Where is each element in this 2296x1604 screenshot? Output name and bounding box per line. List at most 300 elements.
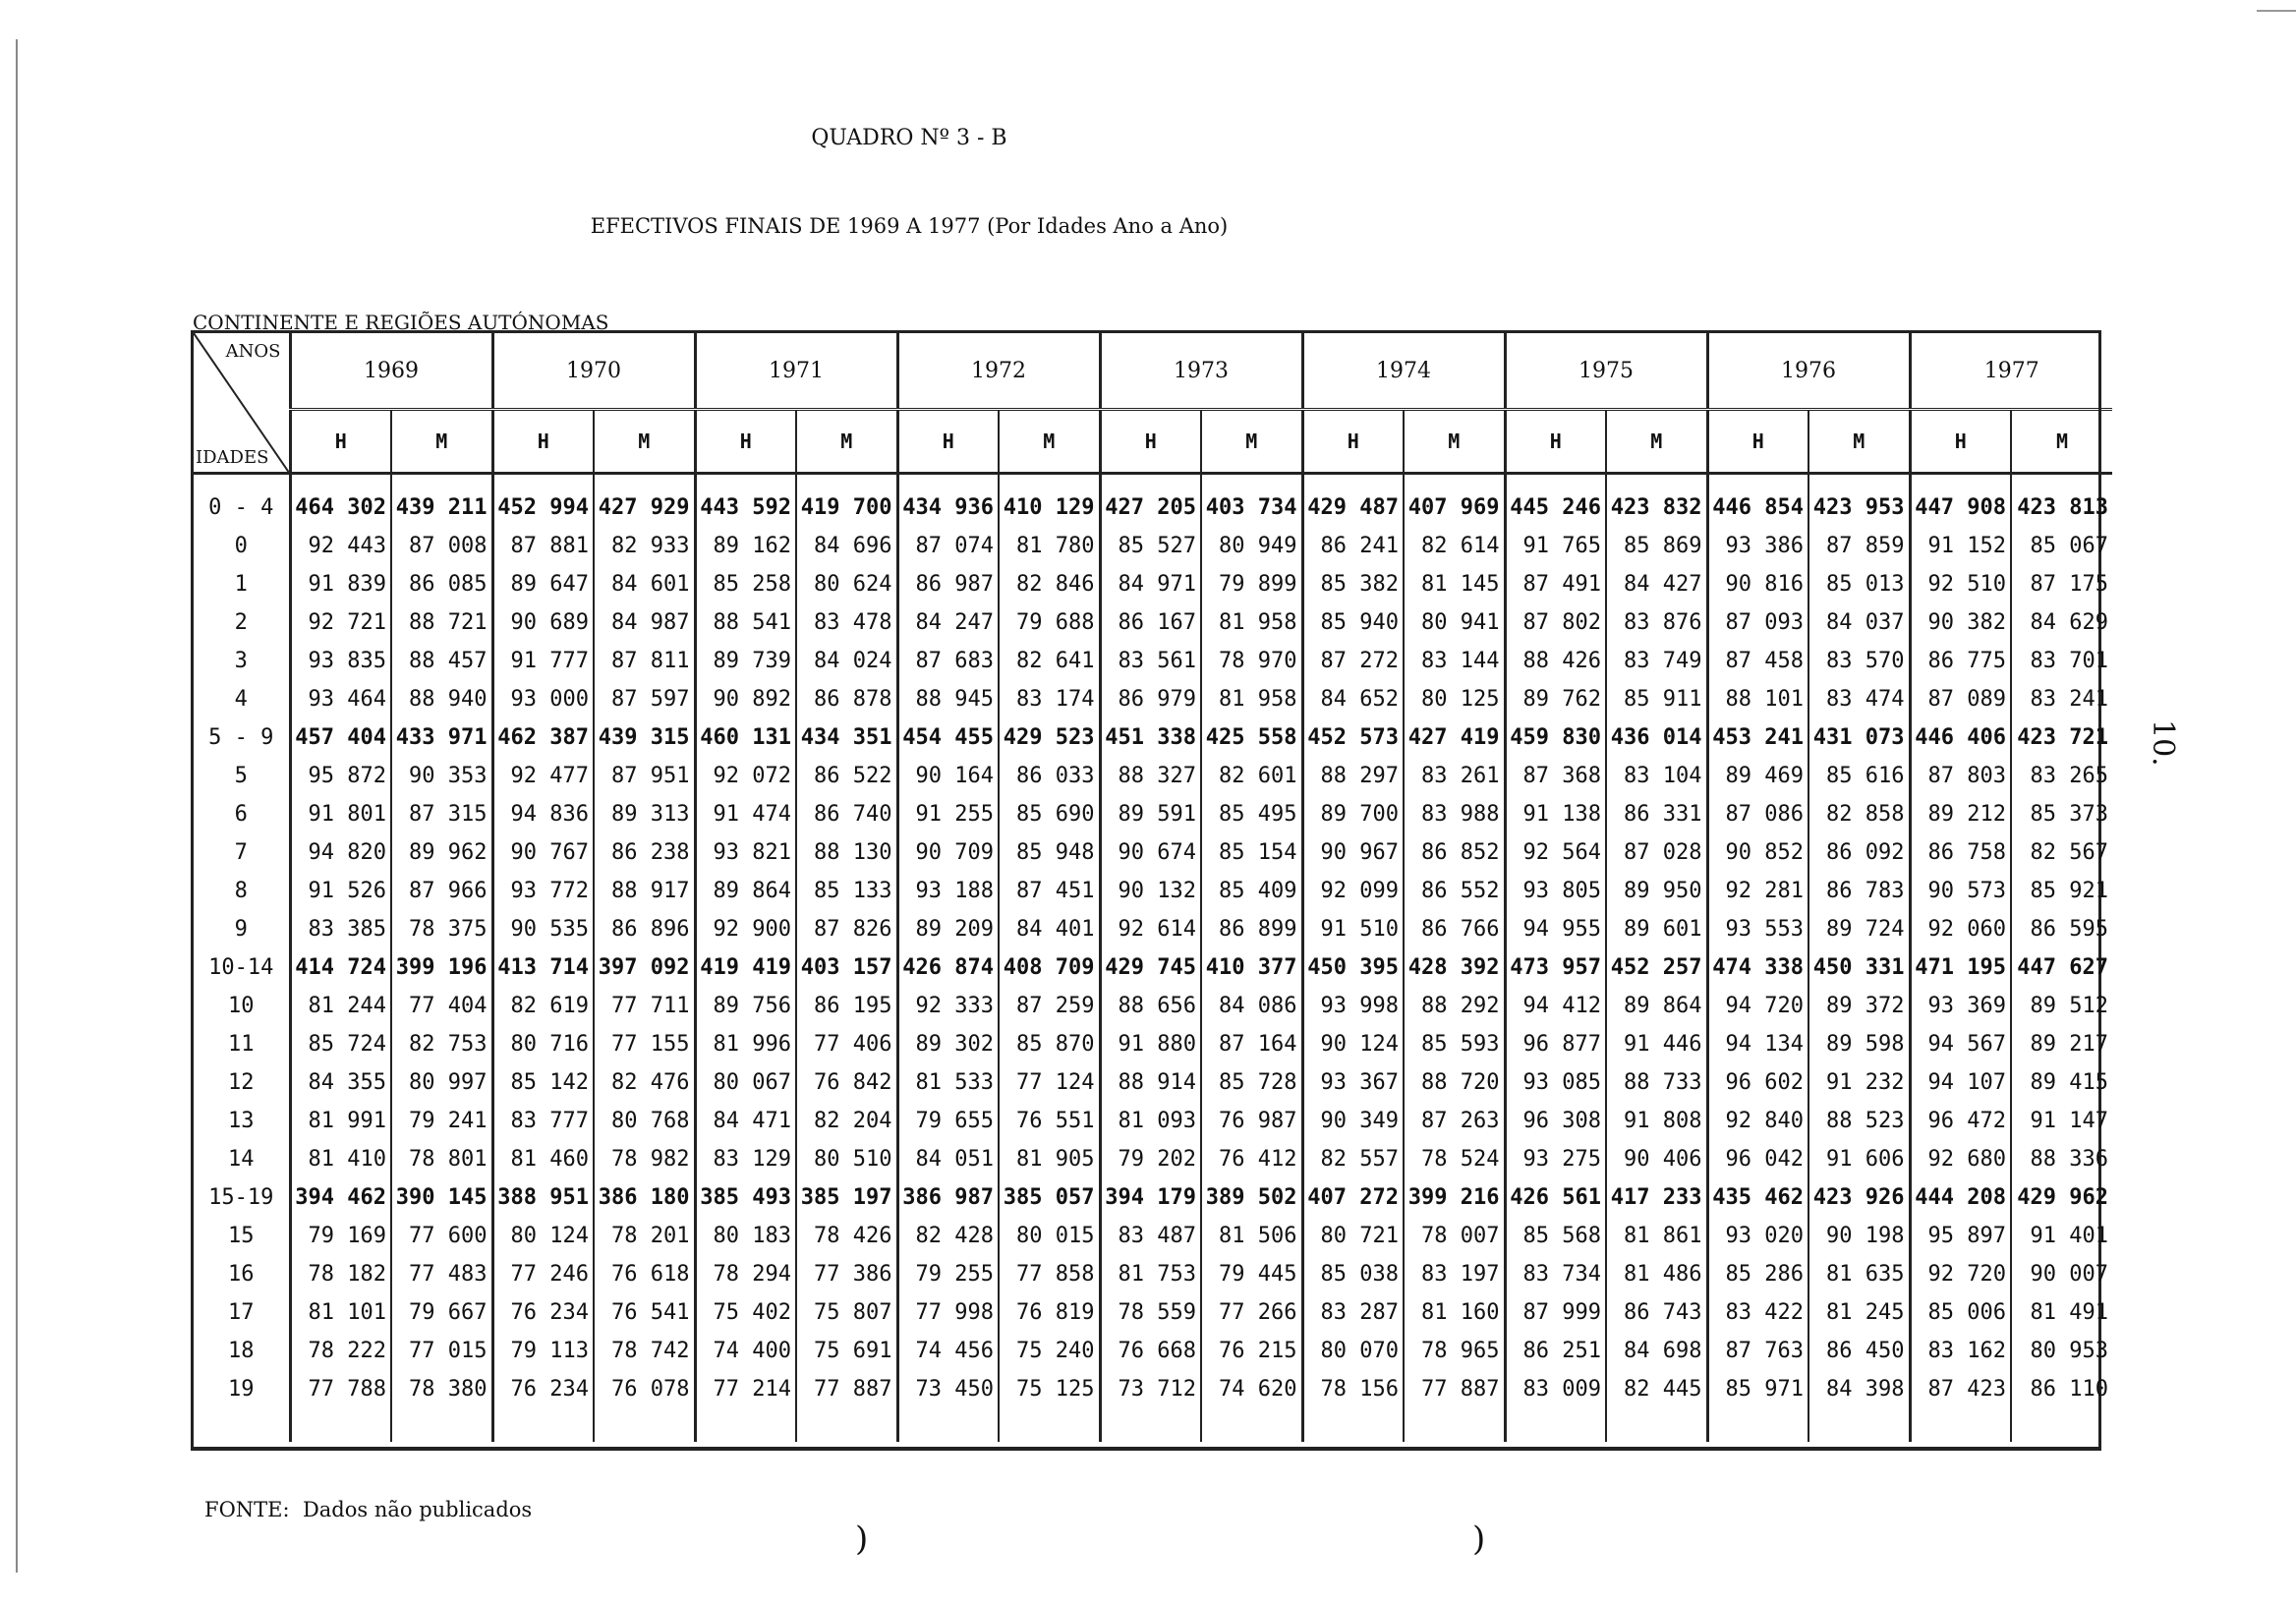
value-cell-m: 85 921 — [2011, 872, 2112, 910]
age-cell: 15 — [228, 1224, 255, 1248]
value-cell-h: 90 816 — [1707, 565, 1808, 603]
value-cell-h: 427 205 — [1100, 474, 1201, 528]
value-cell-m: 85 373 — [2011, 795, 2112, 833]
value-cell-h: 92 477 — [492, 757, 594, 795]
age-row — [194, 910, 2112, 948]
value-cell-m: 84 024 — [796, 642, 897, 680]
age-cell: 11 — [228, 1032, 255, 1057]
data-table — [194, 333, 2112, 1442]
value-cell-m: 407 969 — [1404, 474, 1505, 528]
value-cell-m: 82 846 — [999, 565, 1100, 603]
source-note — [204, 1498, 532, 1521]
value-cell-m: 76 412 — [1201, 1140, 1302, 1178]
sex-header-m: M — [1404, 410, 1505, 474]
sex-header-m: M — [999, 410, 1100, 474]
value-cell-h: 471 195 — [1910, 948, 2011, 987]
value-cell-h: 91 255 — [897, 795, 999, 833]
value-cell-h: 96 877 — [1505, 1025, 1606, 1063]
value-cell-h: 87 272 — [1302, 642, 1404, 680]
year-header: 1969 — [290, 333, 492, 410]
value-cell-h: 96 042 — [1707, 1140, 1808, 1178]
value-cell-h: 93 275 — [1505, 1140, 1606, 1178]
value-cell-h: 81 753 — [1100, 1255, 1201, 1293]
value-cell-m: 81 506 — [1201, 1217, 1302, 1255]
value-cell-h: 76 668 — [1100, 1332, 1201, 1370]
value-cell-h: 85 527 — [1100, 527, 1201, 565]
value-cell-m: 423 813 — [2011, 474, 2112, 528]
value-cell-h: 74 456 — [897, 1332, 999, 1370]
value-cell-m: 428 392 — [1404, 948, 1505, 987]
value-cell-m: 83 104 — [1606, 757, 1707, 795]
value-cell-m: 78 524 — [1404, 1140, 1505, 1178]
value-cell-m: 399 196 — [391, 948, 492, 987]
value-cell-m: 85 870 — [999, 1025, 1100, 1063]
value-cell-m: 83 241 — [2011, 680, 2112, 718]
sex-header-m: M — [2011, 410, 2112, 474]
value-cell-h: 80 070 — [1302, 1332, 1404, 1370]
value-cell-m: 87 028 — [1606, 833, 1707, 872]
value-cell-m: 80 997 — [391, 1063, 492, 1102]
value-cell-m: 82 858 — [1808, 795, 1910, 833]
value-cell-h: 85 940 — [1302, 603, 1404, 642]
value-cell-m: 89 864 — [1606, 987, 1707, 1025]
value-cell-h: 83 162 — [1910, 1332, 2011, 1370]
sex-header-h: H — [1910, 410, 2011, 474]
value-cell-m: 403 157 — [796, 948, 897, 987]
age-cell: 19 — [228, 1377, 255, 1402]
value-cell-m: 81 145 — [1404, 565, 1505, 603]
value-cell-h: 78 222 — [290, 1332, 391, 1370]
age-group-row — [194, 718, 2112, 757]
value-cell-h: 83 287 — [1302, 1293, 1404, 1332]
age-row — [194, 1293, 2112, 1332]
sex-header-m: M — [594, 410, 695, 474]
value-cell-m: 86 783 — [1808, 872, 1910, 910]
spacer-cell — [1808, 1408, 1910, 1442]
value-cell-h: 80 183 — [695, 1217, 796, 1255]
value-cell-m: 423 926 — [1808, 1178, 1910, 1217]
value-cell-m: 80 510 — [796, 1140, 897, 1178]
value-cell-h: 81 244 — [290, 987, 391, 1025]
value-cell-h: 444 208 — [1910, 1178, 2011, 1217]
value-cell-h: 94 567 — [1910, 1025, 2011, 1063]
age-row — [194, 527, 2112, 565]
value-cell-h: 93 386 — [1707, 527, 1808, 565]
value-cell-m: 91 606 — [1808, 1140, 1910, 1178]
value-cell-m: 78 801 — [391, 1140, 492, 1178]
value-cell-m: 78 965 — [1404, 1332, 1505, 1370]
value-cell-m: 84 696 — [796, 527, 897, 565]
value-cell-m: 429 962 — [2011, 1178, 2112, 1217]
sex-header-m: M — [1201, 410, 1302, 474]
sex-header-h: H — [290, 410, 391, 474]
value-cell-h: 90 349 — [1302, 1102, 1404, 1140]
value-cell-h: 94 820 — [290, 833, 391, 872]
value-cell-h: 92 720 — [1910, 1255, 2011, 1293]
value-cell-h: 454 455 — [897, 718, 999, 757]
value-cell-m: 78 970 — [1201, 642, 1302, 680]
value-cell-h: 90 573 — [1910, 872, 2011, 910]
value-cell-m: 89 415 — [2011, 1063, 2112, 1102]
value-cell-h: 94 412 — [1505, 987, 1606, 1025]
value-cell-m: 81 635 — [1808, 1255, 1910, 1293]
value-cell-m: 90 353 — [391, 757, 492, 795]
value-cell-m: 81 905 — [999, 1140, 1100, 1178]
value-cell-m: 90 406 — [1606, 1140, 1707, 1178]
value-cell-h: 91 138 — [1505, 795, 1606, 833]
age-cell: 16 — [228, 1262, 255, 1287]
age-row — [194, 1332, 2112, 1370]
value-cell-h: 81 101 — [290, 1293, 391, 1332]
value-cell-h: 92 721 — [290, 603, 391, 642]
value-cell-h: 77 998 — [897, 1293, 999, 1332]
value-cell-m: 85 495 — [1201, 795, 1302, 833]
table-title: QUADRO Nº 3 - B — [811, 126, 1007, 150]
value-cell-m: 81 861 — [1606, 1217, 1707, 1255]
value-cell-m: 87 263 — [1404, 1102, 1505, 1140]
value-cell-h: 90 164 — [897, 757, 999, 795]
value-cell-m: 403 734 — [1201, 474, 1302, 528]
value-cell-h: 79 255 — [897, 1255, 999, 1293]
value-cell-m: 423 953 — [1808, 474, 1910, 528]
value-cell-h: 414 724 — [290, 948, 391, 987]
value-cell-h: 474 338 — [1707, 948, 1808, 987]
value-cell-h: 84 971 — [1100, 565, 1201, 603]
value-cell-m: 88 523 — [1808, 1102, 1910, 1140]
value-cell-h: 450 395 — [1302, 948, 1404, 987]
value-cell-m: 89 601 — [1606, 910, 1707, 948]
value-cell-m: 83 144 — [1404, 642, 1505, 680]
value-cell-m: 77 266 — [1201, 1293, 1302, 1332]
value-cell-h: 87 881 — [492, 527, 594, 565]
value-cell-h: 90 852 — [1707, 833, 1808, 872]
value-cell-h: 76 234 — [492, 1293, 594, 1332]
value-cell-h: 73 450 — [897, 1370, 999, 1408]
age-cell: 17 — [228, 1300, 255, 1325]
age-row — [194, 1025, 2112, 1063]
value-cell-m: 78 982 — [594, 1140, 695, 1178]
value-cell-h: 89 762 — [1505, 680, 1606, 718]
value-cell-h: 86 167 — [1100, 603, 1201, 642]
value-cell-h: 82 557 — [1302, 1140, 1404, 1178]
value-cell-h: 93 772 — [492, 872, 594, 910]
value-cell-m: 82 204 — [796, 1102, 897, 1140]
value-cell-h: 95 872 — [290, 757, 391, 795]
value-cell-h: 91 765 — [1505, 527, 1606, 565]
value-cell-m: 84 086 — [1201, 987, 1302, 1025]
value-cell-m: 75 240 — [999, 1332, 1100, 1370]
value-cell-m: 83 174 — [999, 680, 1100, 718]
sex-header-h: H — [1707, 410, 1808, 474]
value-cell-h: 90 967 — [1302, 833, 1404, 872]
spacer-cell — [1910, 1408, 2011, 1442]
value-cell-m: 89 950 — [1606, 872, 1707, 910]
age-cell: 1 — [234, 572, 248, 597]
value-cell-m: 78 201 — [594, 1217, 695, 1255]
value-cell-h: 87 803 — [1910, 757, 2011, 795]
corner-header — [194, 333, 290, 474]
value-cell-m: 75 691 — [796, 1332, 897, 1370]
value-cell-h: 462 387 — [492, 718, 594, 757]
value-cell-h: 83 734 — [1505, 1255, 1606, 1293]
value-cell-m: 75 125 — [999, 1370, 1100, 1408]
value-cell-h: 75 402 — [695, 1293, 796, 1332]
value-cell-m: 89 313 — [594, 795, 695, 833]
value-cell-h: 90 132 — [1100, 872, 1201, 910]
value-cell-h: 93 085 — [1505, 1063, 1606, 1102]
value-cell-m: 87 826 — [796, 910, 897, 948]
value-cell-m: 82 601 — [1201, 757, 1302, 795]
paren-mark-left: ) — [855, 1519, 869, 1559]
value-cell-m: 91 808 — [1606, 1102, 1707, 1140]
table-body — [194, 474, 2112, 1443]
value-cell-h: 84 471 — [695, 1102, 796, 1140]
value-cell-h: 85 382 — [1302, 565, 1404, 603]
value-cell-m: 86 085 — [391, 565, 492, 603]
age-cell: 10 — [228, 994, 255, 1018]
value-cell-h: 419 419 — [695, 948, 796, 987]
spacer-cell — [290, 1408, 391, 1442]
value-cell-m: 419 700 — [796, 474, 897, 528]
value-cell-h: 82 428 — [897, 1217, 999, 1255]
value-cell-m: 80 941 — [1404, 603, 1505, 642]
value-cell-m: 75 807 — [796, 1293, 897, 1332]
value-cell-h: 92 333 — [897, 987, 999, 1025]
value-cell-m: 79 688 — [999, 603, 1100, 642]
value-cell-m: 84 401 — [999, 910, 1100, 948]
value-cell-m: 423 832 — [1606, 474, 1707, 528]
value-cell-h: 86 987 — [897, 565, 999, 603]
value-cell-m: 77 386 — [796, 1255, 897, 1293]
value-cell-h: 90 382 — [1910, 603, 2011, 642]
table-subtitle: EFECTIVOS FINAIS DE 1969 A 1977 (Por Idades Ano a Ano) — [590, 214, 1229, 238]
value-cell-h: 80 067 — [695, 1063, 796, 1102]
value-cell-h: 80 721 — [1302, 1217, 1404, 1255]
value-cell-h: 426 561 — [1505, 1178, 1606, 1217]
value-cell-m: 77 711 — [594, 987, 695, 1025]
value-cell-h: 92 564 — [1505, 833, 1606, 872]
value-cell-m: 77 858 — [999, 1255, 1100, 1293]
value-cell-h: 93 821 — [695, 833, 796, 872]
value-cell-h: 79 202 — [1100, 1140, 1201, 1178]
spacer-cell — [1505, 1408, 1606, 1442]
value-cell-m: 77 483 — [391, 1255, 492, 1293]
value-cell-h: 87 074 — [897, 527, 999, 565]
value-cell-m: 90 198 — [1808, 1217, 1910, 1255]
age-cell: 0 — [234, 534, 248, 558]
sex-header-h: H — [1505, 410, 1606, 474]
value-cell-m: 77 887 — [1404, 1370, 1505, 1408]
value-cell-h: 88 297 — [1302, 757, 1404, 795]
value-cell-h: 88 426 — [1505, 642, 1606, 680]
value-cell-m: 452 257 — [1606, 948, 1707, 987]
source-label: FONTE: — [204, 1498, 290, 1521]
value-cell-m: 385 057 — [999, 1178, 1100, 1217]
age-row — [194, 680, 2112, 718]
value-cell-m: 77 155 — [594, 1025, 695, 1063]
value-cell-m: 88 336 — [2011, 1140, 2112, 1178]
value-cell-h: 407 272 — [1302, 1178, 1404, 1217]
age-row — [194, 1063, 2112, 1102]
value-cell-h: 91 839 — [290, 565, 391, 603]
value-cell-h: 78 559 — [1100, 1293, 1201, 1332]
value-cell-h: 83 129 — [695, 1140, 796, 1178]
value-cell-h: 91 801 — [290, 795, 391, 833]
sex-header-h: H — [1100, 410, 1201, 474]
year-header: 1973 — [1100, 333, 1302, 410]
value-cell-m: 79 241 — [391, 1102, 492, 1140]
value-cell-m: 76 215 — [1201, 1332, 1302, 1370]
value-cell-m: 82 445 — [1606, 1370, 1707, 1408]
value-cell-h: 435 462 — [1707, 1178, 1808, 1217]
value-cell-h: 386 987 — [897, 1178, 999, 1217]
value-cell-h: 89 212 — [1910, 795, 2011, 833]
spacer-cell — [897, 1408, 999, 1442]
age-row — [194, 795, 2112, 833]
value-cell-h: 83 385 — [290, 910, 391, 948]
value-cell-h: 385 493 — [695, 1178, 796, 1217]
value-cell-h: 92 900 — [695, 910, 796, 948]
value-cell-m: 88 733 — [1606, 1063, 1707, 1102]
value-cell-m: 80 953 — [2011, 1332, 2112, 1370]
value-cell-m: 410 377 — [1201, 948, 1302, 987]
spacer-cell — [194, 1408, 290, 1442]
value-cell-m: 90 007 — [2011, 1255, 2112, 1293]
value-cell-m: 85 616 — [1808, 757, 1910, 795]
value-cell-m: 87 811 — [594, 642, 695, 680]
value-cell-m: 87 175 — [2011, 565, 2112, 603]
age-cell: 2 — [234, 610, 248, 635]
value-cell-h: 93 188 — [897, 872, 999, 910]
value-cell-h: 81 996 — [695, 1025, 796, 1063]
spacer-cell — [391, 1408, 492, 1442]
value-cell-h: 88 101 — [1707, 680, 1808, 718]
value-cell-m: 82 567 — [2011, 833, 2112, 872]
value-cell-m: 399 216 — [1404, 1178, 1505, 1217]
age-cell: 8 — [234, 879, 248, 903]
value-cell-h: 85 142 — [492, 1063, 594, 1102]
age-cell: 12 — [228, 1070, 255, 1095]
value-cell-h: 88 327 — [1100, 757, 1201, 795]
value-cell-h: 93 464 — [290, 680, 391, 718]
value-cell-m: 427 419 — [1404, 718, 1505, 757]
value-cell-h: 394 179 — [1100, 1178, 1201, 1217]
value-cell-m: 83 988 — [1404, 795, 1505, 833]
value-cell-m: 83 261 — [1404, 757, 1505, 795]
value-cell-m: 86 552 — [1404, 872, 1505, 910]
value-cell-h: 91 152 — [1910, 527, 2011, 565]
value-cell-h: 82 619 — [492, 987, 594, 1025]
spacer-row — [194, 1408, 2112, 1442]
value-cell-h: 80 124 — [492, 1217, 594, 1255]
value-cell-m: 86 899 — [1201, 910, 1302, 948]
value-cell-m: 86 766 — [1404, 910, 1505, 948]
spacer-cell — [1707, 1408, 1808, 1442]
age-group-row — [194, 474, 2112, 528]
value-cell-h: 94 836 — [492, 795, 594, 833]
value-cell-m: 91 232 — [1808, 1063, 1910, 1102]
value-cell-m: 77 887 — [796, 1370, 897, 1408]
source-text: Dados não publicados — [302, 1498, 533, 1521]
value-cell-h: 87 423 — [1910, 1370, 2011, 1408]
value-cell-h: 92 510 — [1910, 565, 2011, 603]
value-cell-h: 83 422 — [1707, 1293, 1808, 1332]
value-cell-m: 89 724 — [1808, 910, 1910, 948]
value-cell-h: 459 830 — [1505, 718, 1606, 757]
value-cell-m: 82 641 — [999, 642, 1100, 680]
value-cell-h: 90 674 — [1100, 833, 1201, 872]
value-cell-m: 78 380 — [391, 1370, 492, 1408]
value-cell-h: 89 864 — [695, 872, 796, 910]
value-cell-h: 87 086 — [1707, 795, 1808, 833]
value-cell-m: 86 450 — [1808, 1332, 1910, 1370]
value-cell-h: 89 700 — [1302, 795, 1404, 833]
value-cell-m: 85 593 — [1404, 1025, 1505, 1063]
sex-header-m: M — [1606, 410, 1707, 474]
value-cell-m: 85 690 — [999, 795, 1100, 833]
age-row — [194, 872, 2112, 910]
year-header: 1974 — [1302, 333, 1505, 410]
value-cell-m: 87 451 — [999, 872, 1100, 910]
value-cell-m: 87 951 — [594, 757, 695, 795]
value-cell-h: 85 006 — [1910, 1293, 2011, 1332]
value-cell-h: 81 533 — [897, 1063, 999, 1102]
value-cell-m: 86 092 — [1808, 833, 1910, 872]
value-cell-h: 91 474 — [695, 795, 796, 833]
value-cell-m: 83 570 — [1808, 642, 1910, 680]
age-cell: 14 — [228, 1147, 255, 1172]
value-cell-m: 76 078 — [594, 1370, 695, 1408]
value-cell-h: 84 355 — [290, 1063, 391, 1102]
value-cell-h: 93 369 — [1910, 987, 2011, 1025]
value-cell-h: 84 247 — [897, 603, 999, 642]
age-cell: 0 - 4 — [208, 495, 274, 520]
value-cell-m: 87 008 — [391, 527, 492, 565]
value-cell-m: 386 180 — [594, 1178, 695, 1217]
value-cell-h: 96 472 — [1910, 1102, 2011, 1140]
value-cell-m: 76 842 — [796, 1063, 897, 1102]
age-row — [194, 1255, 2112, 1293]
value-cell-m: 84 698 — [1606, 1332, 1707, 1370]
value-cell-h: 83 561 — [1100, 642, 1201, 680]
value-cell-m: 423 721 — [2011, 718, 2112, 757]
value-cell-m: 85 067 — [2011, 527, 2112, 565]
sex-header-m: M — [391, 410, 492, 474]
sex-header-row — [194, 410, 2112, 474]
value-cell-h: 77 246 — [492, 1255, 594, 1293]
value-cell-m: 84 601 — [594, 565, 695, 603]
spacer-cell — [999, 1408, 1100, 1442]
value-cell-h: 92 099 — [1302, 872, 1404, 910]
age-row — [194, 1217, 2112, 1255]
value-cell-h: 93 835 — [290, 642, 391, 680]
value-cell-h: 88 541 — [695, 603, 796, 642]
year-header: 1970 — [492, 333, 695, 410]
value-cell-h: 90 892 — [695, 680, 796, 718]
value-cell-h: 81 460 — [492, 1140, 594, 1178]
age-cell: 5 - 9 — [208, 725, 274, 750]
spacer-cell — [695, 1408, 796, 1442]
value-cell-h: 453 241 — [1707, 718, 1808, 757]
value-cell-m: 91 147 — [2011, 1102, 2112, 1140]
value-cell-h: 92 060 — [1910, 910, 2011, 948]
value-cell-h: 89 756 — [695, 987, 796, 1025]
value-cell-m: 86 595 — [2011, 910, 2112, 948]
value-cell-h: 90 689 — [492, 603, 594, 642]
value-cell-h: 92 281 — [1707, 872, 1808, 910]
value-cell-h: 90 767 — [492, 833, 594, 872]
value-cell-h: 93 553 — [1707, 910, 1808, 948]
